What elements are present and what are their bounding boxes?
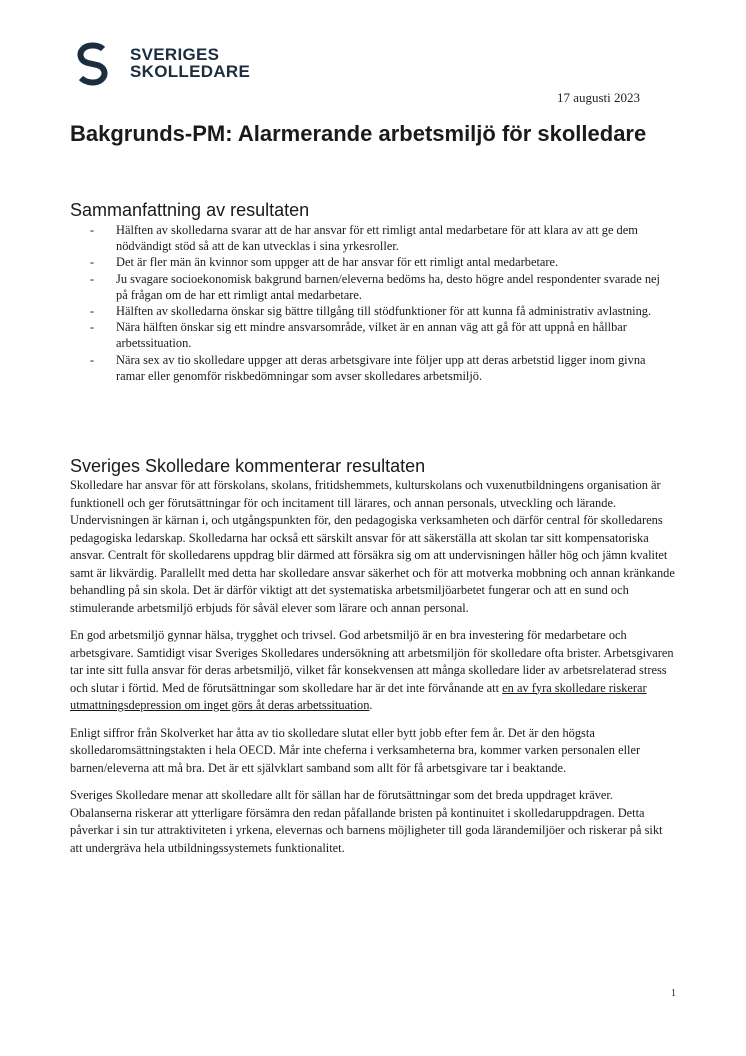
summary-heading: Sammanfattning av resultaten: [70, 200, 310, 220]
paragraph-1: Skolledare har ansvar för att förskolans, skolans, fritidshemmets, kulturskolans och vuxenutbildningens organisation är funktionell och ger förutsättningar för och incitament till lärares, och annan personals, utveckling och lärande. Undervisningen är kärnan i, och utgångspunkten för, den pedagogiska verksamheten och därför central för skolledarens pedagogiska ledarskap. Skolledarna har också ett särskilt ansvar för att säkerställa att skolan tar sitt kompensatoriska ansvar. Centralt för skolledarens uppdrag blir därmed att försäkra sig om att undervisningen håller hög och jämn kvalitet samt är likvärdig. Parallellt med detta har skolledare ansvar säkerhet och för att motverka mobbning och annan kränkande behandling på sin skola. Det är därför viktigt att det systematiska arbetsmiljöarbetet fungerar och att en sund och stimulerande arbetsmiljö erbjuds för såväl elever som lärare och annan personal.: [70, 478, 675, 615]
page-number: 1: [671, 988, 676, 999]
paragraph-2-text: En god arbetsmiljö gynnar hälsa, trygghet och trivsel. God arbetsmiljö är en bra investering för medarbetare och arbetsgivare. Samtidigt visar Sveriges Skolledares undersökning att arbetsmiljön för skolledare ofta brister. Arbetsgivaren tar inte sitt fulla ansvar för deras arbetsmiljö, vilket får konsekvensen att många skolledare lider av arbetsrelaterad stress och slutar i förtid. Med de förutsättningar som skolledare har är det inte förvånande att: [70, 628, 674, 695]
summary-list: [88, 222, 668, 384]
s-logo-icon: [70, 40, 116, 86]
paragraph-4: Sveriges Skolledare menar att skolledare allt för sällan har de förutsättningar som det breda uppdraget kräver. Obalanserna riskerar att ytterligare försämra den redan påfallande bristen på kontinuitet i skolledaruppdragen. Detta påverkar i sin tur attraktiviteten i yrkena, elevernas och barnens möjligheter till goda lärandemiljöer och riskerar på sikt att undergräva hela utbildningssystemets funktionalitet.: [70, 788, 663, 855]
paragraph-2: [70, 627, 676, 715]
logo-line-2: SKOLLEDARE: [130, 62, 251, 81]
document-date: 17 augusti 2023: [556, 90, 640, 105]
list-item: - Nära sex av tio skolledare uppger att deras arbetsgivare inte följer upp att deras arbetstid ligger inom givna ramar eller genomför riskbedömningar som avser skolledares arbetsmiljö.: [88, 352, 668, 384]
workplace-risk-link[interactable]: en av fyra skolledare riskerar utmattningsdepression om inget görs åt deras arbetssituation: [70, 680, 647, 712]
paragraph-2-end: .: [369, 698, 373, 712]
comments-heading: Sveriges Skolledare kommenterar resultaten: [70, 456, 426, 476]
organization-logo: [70, 40, 250, 86]
list-item: - Det är fler män än kvinnor som uppger att de har ansvar för ett rimligt antal medarbetare.: [88, 254, 668, 270]
list-item: - Hälften av skolledarna svarar att de har ansvar för ett rimligt antal medarbetare för att klara av att ge dem nödvändigt stöd så att de kan utvecklas i sina yrkesroller.: [88, 222, 668, 254]
comments-body: [70, 477, 676, 867]
logo-line-1: SVERIGES: [130, 45, 220, 64]
list-item: - Hälften av skolledarna önskar sig bättre tillgång till stödfunktioner för att kunna få administrativ avlastning.: [88, 303, 668, 319]
logo-wordmark: [130, 46, 250, 80]
list-item: - Nära hälften önskar sig ett mindre ansvarsområde, vilket är en annan väg att gå för att uppnå en hållbar arbetssituation.: [88, 319, 668, 351]
list-item: - Ju svagare socioekonomisk bakgrund barnen/eleverna bedöms ha, desto högre andel respondenter svarade nej på frågan om de har ett rimligt antal medarbetare.: [88, 271, 668, 303]
paragraph-3: Enligt siffror från Skolverket har åtta av tio skolledare slutat eller bytt jobb efter fem år. Det är den högsta skolledaromsättningstakten i hela OECD. Mår inte cheferna i verksamheterna bra, kommer varken personalen eller barnen/eleverna att må bra. Det är ett självklart samband som allt för få arbetsgivare tar i beaktande.: [70, 725, 641, 775]
document-title: Bakgrunds-PM: Alarmerande arbetsmiljö för skolledare: [70, 121, 647, 146]
